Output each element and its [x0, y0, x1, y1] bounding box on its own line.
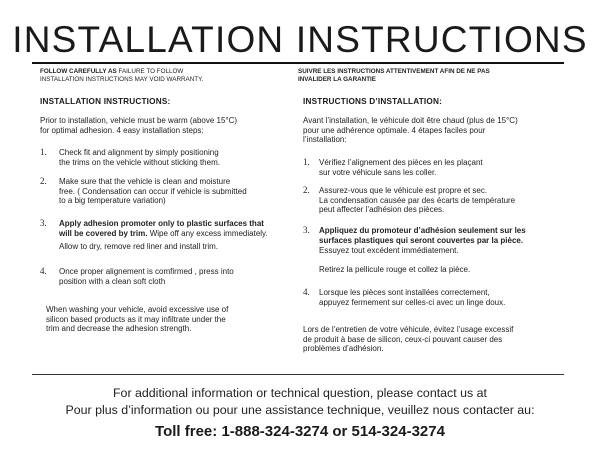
french-closing: Lors de l’entretien de votre véhicule, évitez l’usage excessif de produit à base de silicon, ceux-ci pouvant causer des problèmes d’adhésion.	[303, 325, 514, 354]
warranty-warning-fr	[298, 68, 558, 84]
contact-line-en: For additional information or technical question, please contact us at	[112, 386, 487, 400]
step-text: Once proper alignement is comfirmed , press into position with a clean soft cloth	[59, 267, 234, 286]
step-number: 2.	[303, 185, 310, 195]
step-text: Make sure that the vehicle is clean and moisture free. ( Condensation can occur if vehicle is submitted to a big temperature variation)	[59, 177, 247, 206]
step-text: Vérifiez l’alignement des pièces en les plaçant sur votre véhicule sans les coller.	[319, 158, 483, 177]
warning-fr-line1: SUIVRE LES INSTRUCTIONS ATTENTIVEMENT AFIN DE NE PAS	[298, 68, 490, 75]
warning-en-bold: FOLLOW CAREFULLY AS	[40, 68, 117, 75]
step-number: 4.	[40, 266, 47, 276]
warning-fr-line2: INVALIDER LA GARANTIE	[298, 76, 377, 83]
step-text-extra: Retirez la pellicule rouge et collez la pièce.	[319, 264, 471, 274]
french-heading: INSTRUCTIONS D’INSTALLATION:	[303, 97, 443, 106]
toll-free-phone: Toll free: 1-888-324-3274 or 514-324-3274	[155, 423, 445, 440]
english-heading: INSTALLATION INSTRUCTIONS:	[40, 97, 171, 106]
step-number: 3.	[40, 218, 47, 228]
step-text-extra: Allow to dry, remove red liner and install trim.	[59, 242, 219, 252]
step-text-bold: Apply adhesion promoter only to plastic surfaces that will be covered by trim.	[59, 219, 264, 238]
step-text-normal: Wipe off any excess immediately.	[147, 228, 268, 238]
warning-en-normal: FAILURE TO FOLLOW	[116, 68, 184, 75]
step-text-bold: Appliquez du promoteur d’adhésion seulement sur les surfaces plastiques qui seront couvertes par la pièce.	[319, 226, 526, 245]
warranty-warning-en	[40, 68, 280, 84]
step-text: Lorsque les pièces sont installées correctement, appuyez fermement sur celles-ci avec un linge doux.	[319, 288, 506, 307]
footer-rule	[32, 374, 564, 375]
step-text-extra: Essuyez tout excédent immédiatement.	[319, 246, 459, 256]
step-number: 1.	[303, 157, 310, 167]
warning-en-line2: INSTALLATION INSTRUCTIONS MAY VOID WARRANTY.	[40, 76, 204, 83]
english-closing: When washing your vehicle, avoid excessive use of silicon based products as it may infiltrate under the trim and decrease the adhesion strength.	[46, 305, 229, 334]
step-text: Check fit and alignment by simply positioning the trims on the vehicle without sticking them.	[59, 148, 220, 167]
english-intro: Prior to installation, vehicle must be warm (above 15°C) for optimal adhesion. 4 easy installation steps:	[40, 116, 238, 135]
step-number: 4.	[303, 287, 310, 297]
step-number: 2.	[40, 176, 47, 186]
step-text: Assurez-vous que le véhicule est propre et sec. La condensation causée par des écarts de température peut affecter l’adhésion des pièces.	[319, 186, 516, 215]
step-number: 1.	[40, 147, 47, 157]
french-intro: Avant l’installation, le véhicule doit être chaud (plus de 15°C) pour une adhérence optimale. 4 étapes faciles pour l’installation:	[303, 116, 518, 145]
page-title: INSTALLATION INSTRUCTIONS	[12, 19, 588, 60]
title-rule	[32, 62, 564, 64]
step-number: 3.	[303, 225, 310, 235]
contact-line-fr: Pour plus d’information ou pour une assistance technique, veuillez nous contacter au:	[65, 403, 535, 417]
